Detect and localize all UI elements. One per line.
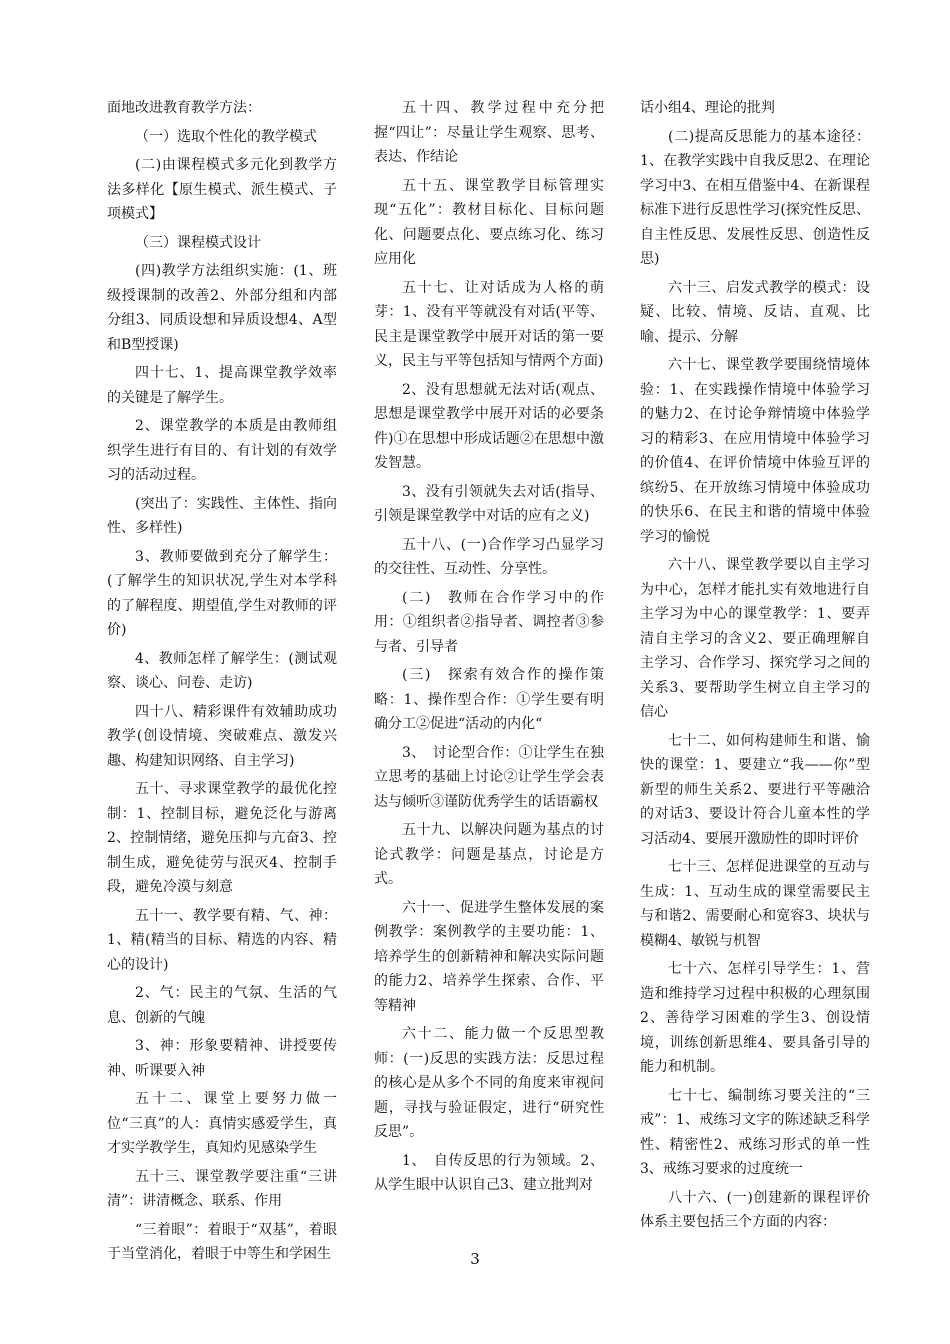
paragraph: 3、没有引领就失去对话(指导、引领是课堂教学中对话的应有之义) [374,483,604,524]
paragraph: 3、神：形象要精神、讲授要传神、听课要入神 [107,1038,337,1079]
paragraph: 2、气：民主的气氛、生活的气息、创新的气魄 [107,985,337,1026]
text-column-1 [107,96,337,1271]
paragraph: 五十七、让对话成为人格的萌芽：1、没有平等就没有对话(平等、民主是课堂教学中展开对话的第一要义，民主与平等包括知与情两个方面) [374,279,604,369]
paragraph: 六十八、课堂教学要以自主学习为中心，怎样才能扎实有效地进行自主学习为中心的课堂教学：1、要弄清自主学习的含义2、要正确理解自主学习、合作学习、探究学习之间的关系3、要帮助学生树立自主学习的信心 [640,557,870,720]
paragraph: 3、教师要做到充分了解学生：(了解学生的知识状况,学生对本学科的了解程度、期望值,学生对教师的评价) [107,548,337,638]
paragraph: 六十三、启发式教学的模式：设疑、比较、情境、反诘、直观、比喻、提示、分解 [640,279,870,345]
paragraph: (二)提高反思能力的基本途径：1、在教学实践中自我反思2、在理论学习中3、在相互借鉴中4、在新课程标准下进行反思性学习(探究性反思、自主性反思、发展性反思、创造性反思) [640,128,870,267]
paragraph: (二)由课程模式多元化到教学方法多样化【原生模式、派生模式、子项模式】 [107,157,337,222]
paragraph: 五十九、以解决问题为基点的讨论式教学：问题是基点，讨论是方式。 [374,822,604,887]
paragraph: 3、 讨论型合作：①让学生在独立思考的基础上讨论②让学生学会表达与倾听③谨防优秀学生的话语霸权 [374,744,604,810]
paragraph: 六十二、能力做一个反思型教师：(一)反思的实践方法：反思过程的核心是从多个不同的角度来审视问题，寻找与验证假定，进行“研究性反思”。 [374,1026,604,1140]
paragraph: 1、 自传反思的行为领域。2、从学生眼中认识自己3、建立批判对 [374,1152,604,1193]
paragraph: 五十五、课堂教学目标管理实现“五化”：教材目标化、目标问题化、问题要点化、要点练习化、练习应用化 [374,177,604,267]
paragraph: 四十七、1、提高课堂教学效率的关键是了解学生。 [107,365,337,406]
paragraph: 八十六、(一)创建新的课程评价体系主要包括三个方面的内容： [640,1189,870,1230]
paragraph: 五十四、教学过程中充分把握“四让”：尽量让学生观察、思考、表达、作结论 [374,100,604,165]
paragraph: 五十二、课堂上要努力做一位“三真”的人：真情实感爱学生，真才实学教学生，真知灼见感染学生 [107,1091,337,1156]
paragraph: (突出了：实践性、主体性、指向性、多样性) [107,495,337,536]
paragraph: 六十七、课堂教学要围绕情境体验：1、在实践操作情境中体验学习的魅力2、在讨论争辩情境中体验学习的精彩3、在应用情境中体验学习的价值4、在评价情境中体验互评的缤纷5、在开放练习情境中体验成功的快乐6、在民主和谐的情境中体验学习的愉悦 [640,357,870,545]
paragraph: (四)教学方法组织实施：(1、班级授课制的改善2、外部分组和内部分组3、同质设想和异质设想4、A型和B型授课) [107,263,337,353]
paragraph: 五十、寻求课堂教学的最优化控制：1、控制目标，避免泛化与游离2、控制情绪，避免压抑与亢奋3、控制生成，避免徒劳与泯灭4、控制手段，避免冷漠与刻意 [107,781,337,895]
paragraph: 五十八、(一)合作学习凸显学习的交往性、互动性、分享性。 [374,536,604,577]
paragraph: 五十一、教学要有精、气、神：1、精(精当的目标、精选的内容、精心的设计) [107,907,337,973]
paragraph: 五十三、课堂教学要注重“三讲清”：讲清概念、联系、作用 [107,1168,337,1209]
paragraph: 话小组4、理论的批判 [640,100,775,116]
paragraph: 七十三、怎样促进课堂的互动与生成：1、互动生成的课堂需要民主与和谐2、需要耐心和宽容3、块状与模糊4、敏锐与机智 [640,859,870,949]
text-column-3 [640,96,870,1239]
paragraph: 面地改进教育教学方法： [107,100,261,116]
paragraph: 4、教师怎样了解学生：(测试观察、谈心、问卷、走访) [107,650,337,691]
paragraph: 六十一、促进学生整体发展的案例教学：案例教学的主要功能：1、培养学生的创新精神和解决实际问题的能力2、培养学生探索、合作、平等精神 [374,899,604,1014]
paragraph: （三）课程模式设计 [135,234,261,251]
paragraph: (三) 探索有效合作的操作策略：1、操作型合作：①学生要有明确分工②促进“活动的内化“ [374,667,604,732]
paragraph: 2、没有思想就无法对话(观点、思想是课堂教学中展开对话的必要条件)①在思想中形成话题②在思想中激发智慧。 [374,381,604,471]
text-column-2 [374,96,604,1202]
paragraph: 七十七、编制练习要关注的“三戒”：1、戒练习文字的陈述缺乏科学性、精密性2、戒练习形式的单一性3、戒练习要求的过度统一 [640,1087,870,1177]
paragraph: 四十八、精彩课件有效辅助成功教学(创设情境、突破难点、激发兴趣、构建知识网络、自主学习) [107,703,337,769]
paragraph: (二) 教师在合作学习中的作用：①组织者②指导者、调控者③参与者、引导者 [374,589,604,655]
paragraph: 七十二、如何构建师生和谐、愉快的课堂：1、要建立“我——你”型新型的师生关系2、要进行平等融洽的对话3、要设计符合儿童本性的学习活动4、要展开激励性的即时评价 [640,732,870,847]
paragraph: 七十六、怎样引导学生：1、营造和维持学习过程中积极的心理氛围2、善待学习困难的学生3、创设情境，训练创新思维4、要具备引导的能力和机制。 [640,961,870,1075]
paragraph: “三着眼”：着眼于“双基”，着眼于当堂消化，着眼于中等生和学困生 [107,1221,337,1262]
paragraph: 2、课堂教学的本质是由教师组织学生进行有目的、有计划的有效学习的活动过程。 [107,418,337,483]
page-number: 3 [470,1250,480,1268]
paragraph: （一）选取个性化的教学模式 [135,128,317,145]
